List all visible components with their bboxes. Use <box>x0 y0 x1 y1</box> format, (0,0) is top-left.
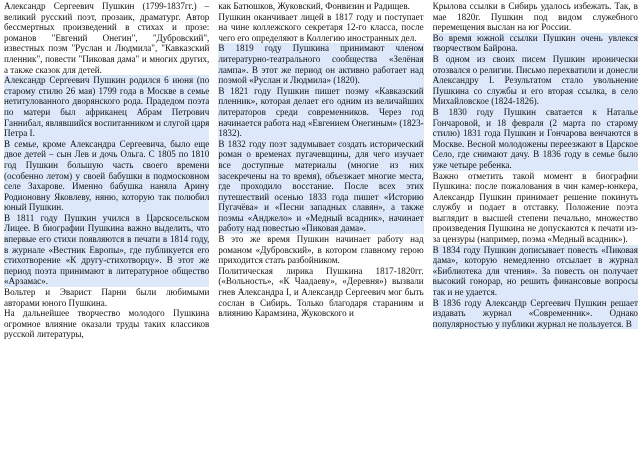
text-paragraph: Важно отметить такой момент в биографии Пушкина: после пожалования в чин камер-юнкера, Александр Пушкин принимает решение покинуть службу и подает в отставку. Положение поэта выглядит в высшей степени печально, множество произведения Пушкина не допускаются к печати из-за цензуры (например, поэма «Медный всадник»). <box>432 170 638 245</box>
text-column-1 <box>4 1 209 452</box>
text-paragraph: Александр Сергеевич Пушкин (1799-1837гг.) – великий русский поэт, прозаик, драматург. Автор бессмертных произведений в стихах и прозе: романов "Евгений Онегин", "Дубровский", известных поэм "Руслан и Людмила", "Кавказский пленник", повести "Пиковая дама" и многих других, а также сказок для детей. <box>4 1 210 75</box>
text-paragraph: В 1811 году Пушкин учился в Царскосельском Лицее. В биографии Пушкина важно выделить, что впервые его стихи появляются в печати в 1814 году, в журнале «Вестник Европы», где публикуется его стихотворение «К другу-стихотворцу». В этот же период поэта принимают в литературное общество «Арзамас». <box>4 212 210 287</box>
text-paragraph: В 1821 году Пушкин пишет поэму «Кавказский пленник», которая делает его одним из величайших литераторов среди современников. Через год начинается работа над «Евгением Онегиным» (1823-1832). <box>218 85 424 139</box>
text-column-3 <box>433 1 638 452</box>
text-paragraph: Крылова ссылки в Сибирь удалось избежать. Так, в мае 1820г. Пушкин под видом служебного перемещения выслан на юг России. <box>432 1 638 33</box>
text-paragraph: Александр Сергеевич Пушкин родился 6 июня (по старому стилю 26 мая) 1799 года в Москве в семье нетитулованного дворянского рода. Прадедом поэта по матери был африканец Абрам Петрович Ганнибал, являвшийся воспитанником и слугой царя Петра I. <box>4 75 210 139</box>
text-paragraph: В семье, кроме Александра Сергеевича, было еще двое детей – сын Лев и дочь Ольга. С 1805 по 1810 год Пушкин большую часть своего времени (особенно летом) у своей бабушки в подмосковном селе Захарове. Именно бабушка наняла Арину Родионовну Яковлеву, няню, которую так полюбил юный Пушкин. <box>4 138 210 213</box>
text-paragraph: В одном из своих писем Пушкин иронически отозвался о религии. Письмо перехватили и донесли Александру I. Результатом стало увольнение Пушкина со службы и его вторая ссылка, в село Михайловское (1824-1826). <box>432 53 638 107</box>
text-paragraph: В 1834 году Пушкин дописывает повесть «Пиковая дама», которую немедленно отсылает в журнал «Библиотека для чтения». За повесть он получает высокий гонорар, но решить финансовые вопросы так и не удается. <box>432 244 638 298</box>
text-paragraph: В 1819 году Пушкина принимают членом литературно-театрального сообщества «Зелёная лампа». В этот же период он активно работает над поэмой «Руслан и Людмила» (1820). <box>218 43 424 86</box>
text-paragraph: В 1832 году поэт задумывает создать исторический роман о временах пугачевщины, для чего изучает все доступные материалы (многие из них засекречены на то время), объезжает многие места, где проходило восстание. После всех этих путешествий осенью 1833 года пишет «Историю Пугачёва» и «Песни западных славян», а также поэмы «Анджело» и «Медный всадник», начинает работу над повестью «Пиковая дама». <box>218 138 424 234</box>
text-paragraph: как Батюшков, Жуковский, Фонвизин и Радищев. <box>218 1 410 11</box>
text-paragraph: В 1830 году Пушкин сватается к Наталье Гончаровой, и 18 февраля (2 марта по старому стилю) 1831 года Пушкин и Гончарова венчаются в Москве. Весной молодожены переезжают в Царское Село, где снимают дачу. В 1836 году в семье было уже четыре ребенка. <box>432 106 638 170</box>
text-paragraph: Политическая лирика Пушкина 1817-1820гг. («Вольность», «К Чаадаеву», «Деревня») вызвали гнев Александра I, и Александр Сергеевич мог быть сослан в Сибирь. Только благодаря стараниям и влиянию Карамзина, Жуковского и <box>218 265 424 319</box>
text-paragraph: Во время южной ссылки Пушкин очень увлекся творчеством Байрона. <box>432 32 638 54</box>
text-paragraph: Вольтер и Эварист Парни были любимыми авторами юного Пушкина. <box>4 287 210 308</box>
text-paragraph: Пушкин оканчивает лицей в 1817 году и поступает на чине коллежского секретаря 12-го класса, после чего его определяют в Коллегию иностранных дел. <box>218 11 424 43</box>
text-paragraph: В 1836 году Александр Сергеевич Пушкин решает издавать журнал «Современник». Однако популярностью у публики журнал не пользуется. В <box>432 297 638 329</box>
text-column-2 <box>218 1 423 452</box>
text-paragraph: На дальнейшее творчество молодого Пушкина огромное влияние оказали труды таких классиков русской литературы, <box>4 308 210 340</box>
text-paragraph: В это же время Пушкин начинает работу над романом «Дубровский», в котором главному герою приходится стать разбойником. <box>218 234 424 266</box>
